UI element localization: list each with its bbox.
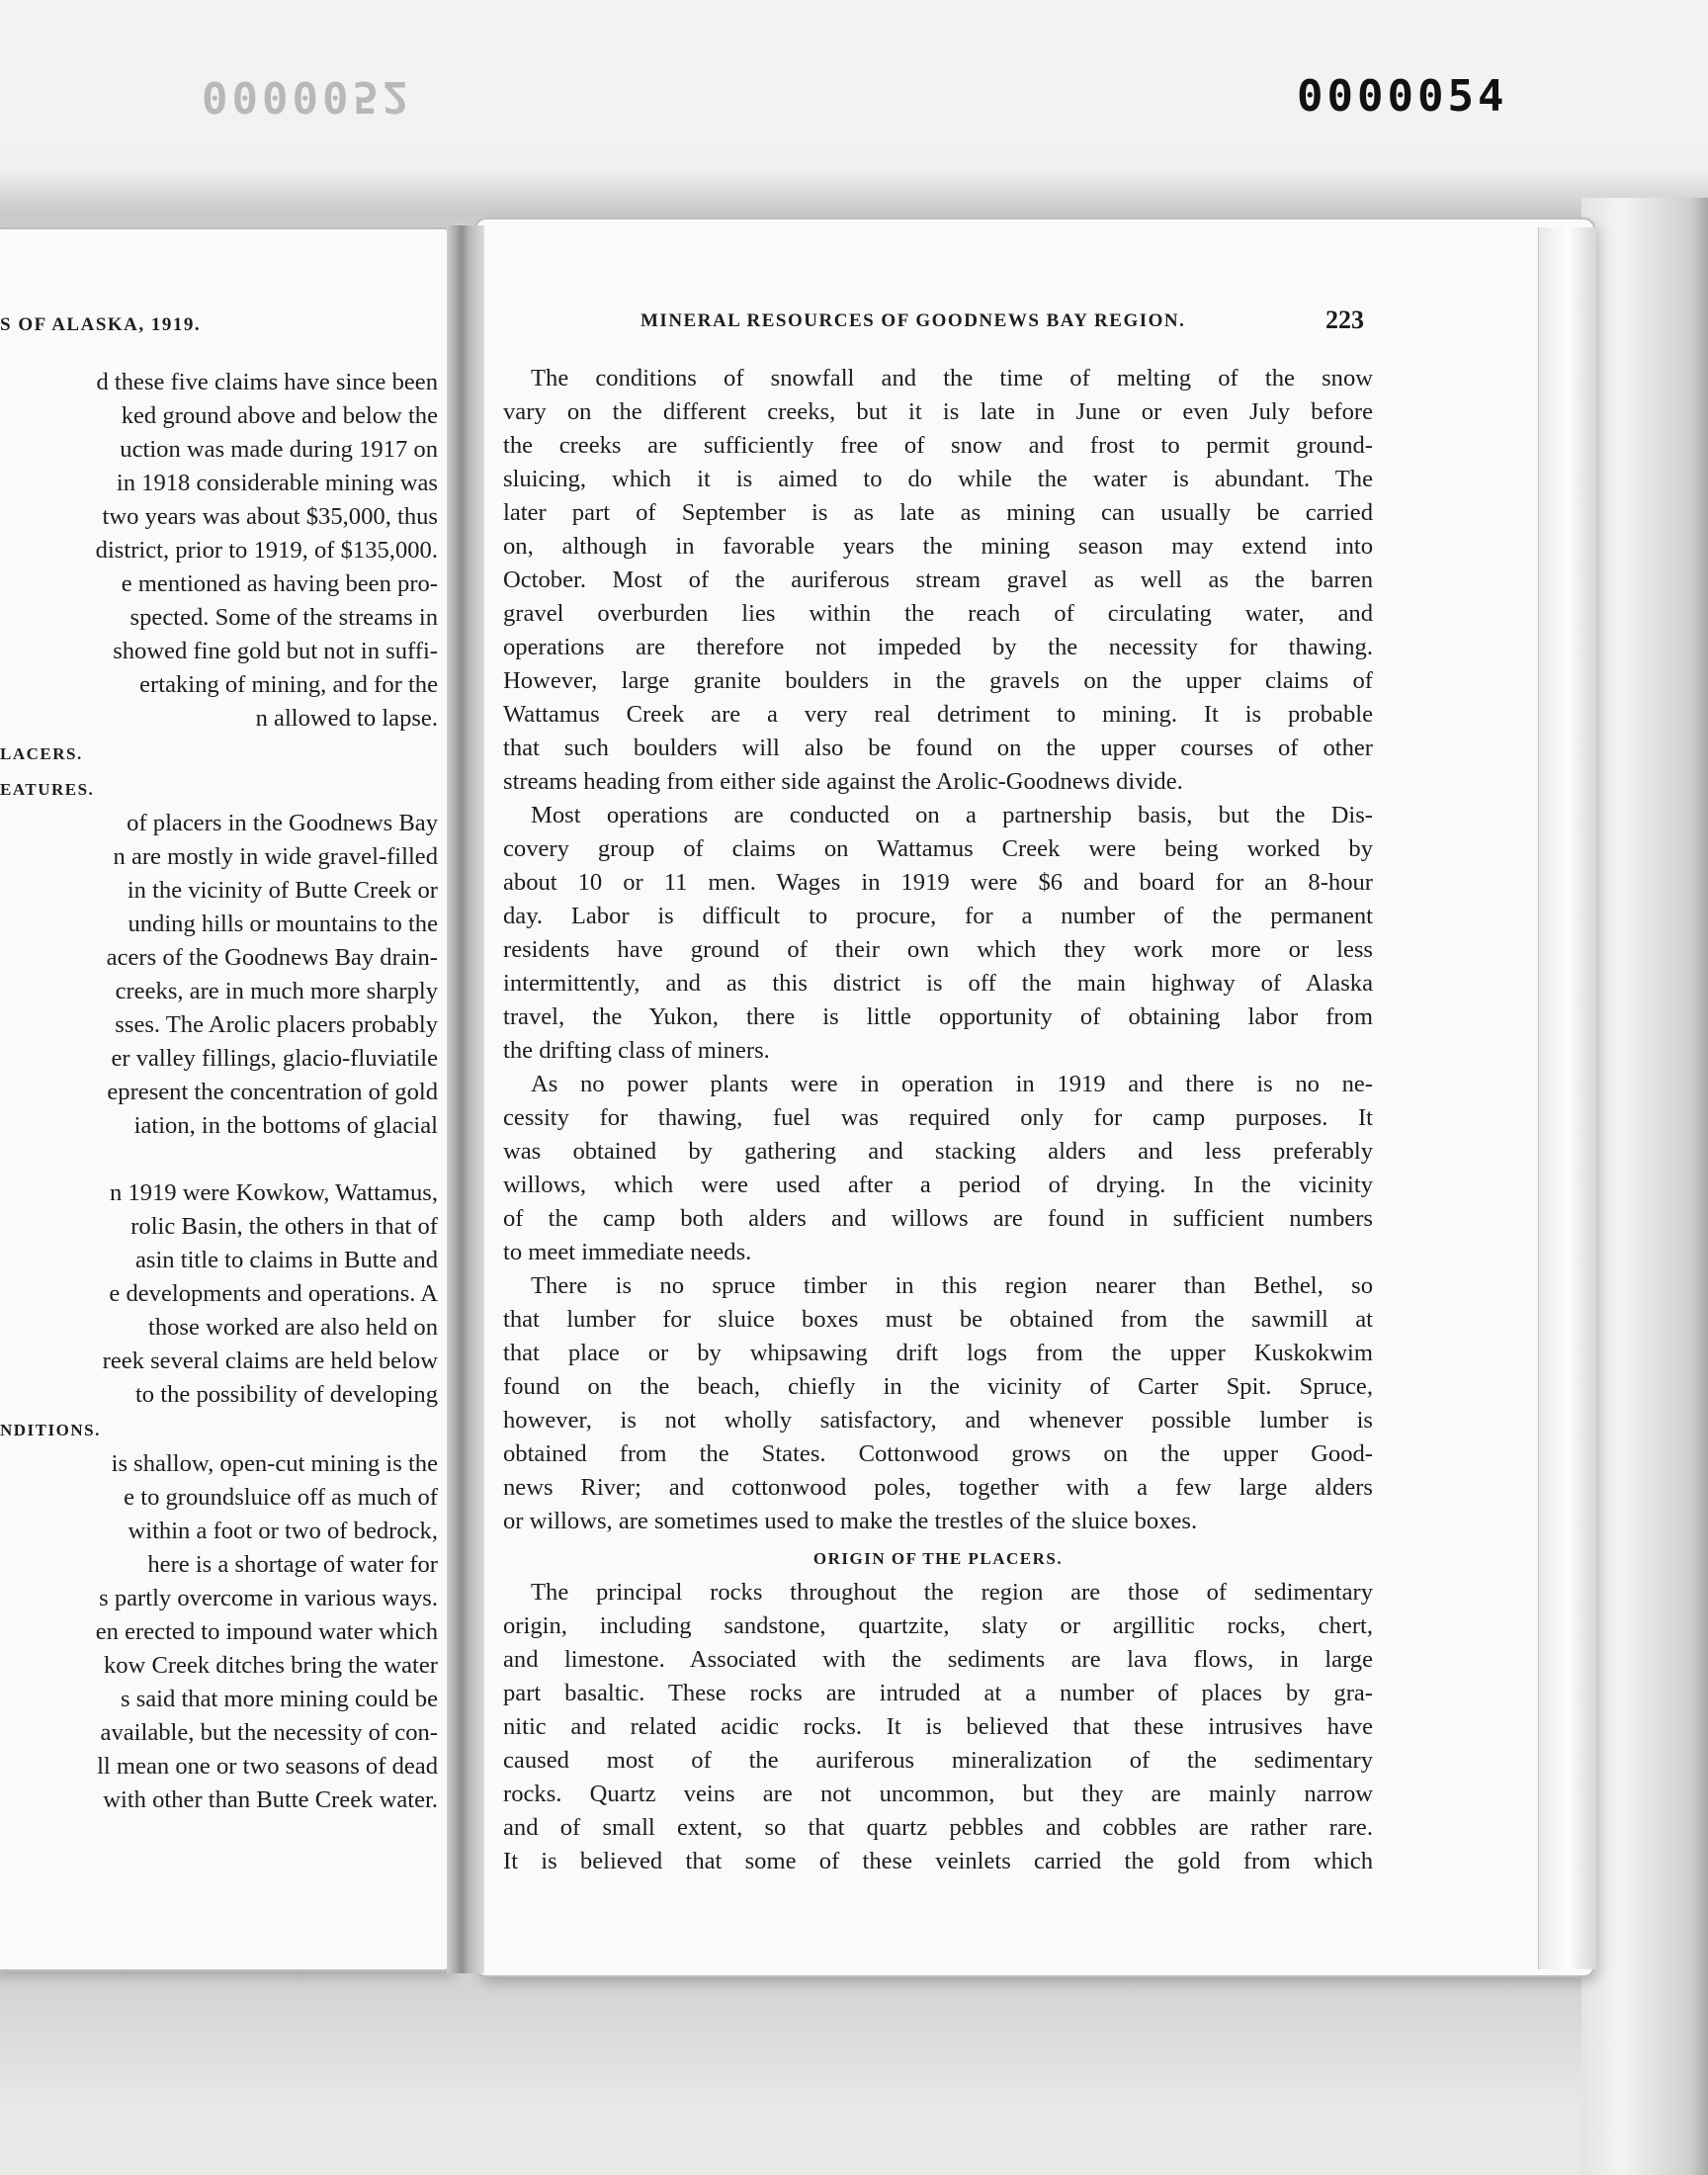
text-line: within a foot or two of bedrock, [128, 1518, 438, 1544]
text-line: streams heading from either side against the Arolic-Goodnews divide. [503, 768, 1183, 795]
text-line: to the possibility of developing [134, 1381, 438, 1408]
text-line: unding hills or mountains to the [128, 911, 438, 937]
text-line: the creeks are sufficiently free of snow and frost to permit ground- [503, 432, 1373, 459]
text-line: n allowed to lapse. [255, 705, 438, 732]
text-line: asin title to claims in Butte and [134, 1247, 438, 1273]
text-line: covery group of claims on Wattamus Creek were being worked by [503, 835, 1373, 862]
text-line: caused most of the auriferous mineralization of the sedimentary [503, 1747, 1373, 1774]
page-edge [1538, 227, 1596, 1969]
text-line: cessity for thawing, fuel was required only for camp purposes. It [503, 1104, 1373, 1131]
text-line: ll mean one or two seasons of dead [97, 1753, 438, 1780]
text-line: showed fine gold but not in suffi- [113, 638, 438, 664]
text-line: here is a shortage of water for [147, 1551, 438, 1578]
text-line: residents have ground of their own which they work more or less [503, 936, 1373, 963]
text-line: operations are therefore not impeded by the necessity for thawing. [503, 634, 1373, 660]
text-line: that place or by whipsawing drift logs from the upper Kuskokwim [503, 1340, 1373, 1366]
right-page-text [503, 362, 1373, 1878]
text-line: Most operations are conducted on a partnership basis, but the Dis- [531, 802, 1373, 828]
text-line: later part of September is as late as mining can usually be carried [503, 499, 1373, 526]
text-line: news River; and cottonwood poles, together with a few large alders [503, 1474, 1373, 1501]
text-line: origin, including sandstone, quartzite, slaty or argillitic rocks, chert, [503, 1612, 1373, 1639]
text-line: spected. Some of the streams in [129, 604, 438, 631]
text-line: e to groundsluice off as much of [124, 1484, 438, 1511]
text-line: s partly overcome in various ways. [99, 1585, 438, 1611]
section-heading: EATURES. [0, 780, 95, 799]
text-line: those worked are also held on [148, 1314, 438, 1341]
section-heading: ORIGIN OF THE PLACERS. [812, 1549, 1064, 1568]
text-line: two years was about $35,000, thus [102, 503, 438, 530]
text-line: district, prior to 1919, of $135,000. [95, 537, 438, 564]
text-line: There is no spruce timber in this region nearer than Bethel, so [531, 1272, 1373, 1299]
text-line: October. Most of the auriferous stream gravel as well as the barren [503, 566, 1373, 593]
text-line: As no power plants were in operation in 1919 and there is no ne- [531, 1071, 1373, 1097]
text-line: day. Labor is difficult to procure, for a number of the permanent [503, 903, 1373, 929]
text-line: rocks. Quartz veins are not uncommon, but they are mainly narrow [503, 1781, 1373, 1807]
text-line: e mentioned as having been pro- [121, 570, 438, 597]
text-line: Wattamus Creek are a very real detriment to mining. It is probable [503, 701, 1373, 728]
text-line: vary on the different creeks, but it is late in June or even July before [503, 398, 1373, 425]
left-running-head: S OF ALASKA, 1919. [0, 314, 202, 335]
right-running-head: MINERAL RESOURCES OF GOODNEWS BAY REGION. [640, 310, 1186, 331]
scan-shadow-right [1581, 198, 1708, 2175]
text-line: en erected to impound water which [95, 1618, 438, 1645]
text-line: However, large granite boulders in the gravels on the upper claims of [503, 667, 1373, 694]
section-heading: LACERS. [0, 744, 83, 763]
text-line: part basaltic. These rocks are intruded at a number of places by gra- [503, 1680, 1373, 1706]
bleed-through-stamp: 0000052 [202, 71, 413, 122]
text-line: e developments and operations. A [109, 1280, 438, 1307]
text-line: on, although in favorable years the mining season may extend into [503, 533, 1373, 560]
left-page-text [0, 366, 438, 1948]
text-line: however, is not wholly satisfactory, and whenever possible lumber is [503, 1407, 1373, 1434]
text-line: intermittently, and as this district is off the main highway of Alaska [503, 970, 1373, 997]
text-line: The conditions of snowfall and the time of melting of the snow [531, 365, 1373, 392]
text-line: It is believed that some of these veinlets carried the gold from which [503, 1848, 1373, 1874]
text-line: and limestone. Associated with the sediments are lava flows, in large [503, 1646, 1373, 1673]
text-line: epresent the concentration of gold [107, 1079, 438, 1105]
section-heading: NDITIONS. [0, 1421, 101, 1439]
text-line: with other than Butte Creek water. [103, 1786, 438, 1813]
text-line: ked ground above and below the [121, 402, 438, 429]
text-line: willows, which were used after a period of drying. In the vicinity [503, 1172, 1373, 1198]
text-line: or willows, are sometimes used to make the trestles of the sluice boxes. [503, 1508, 1198, 1534]
text-line: travel, the Yukon, there is little opportunity of obtaining labor from [503, 1003, 1373, 1030]
text-line: n are mostly in wide gravel-filled [113, 843, 438, 870]
text-line: creeks, are in much more sharply [115, 978, 438, 1004]
text-line: ertaking of mining, and for the [139, 671, 438, 698]
text-line: that lumber for sluice boxes must be obtained from the sawmill at [503, 1306, 1373, 1333]
book-gutter [447, 225, 484, 1973]
text-line: s said that more mining could be [120, 1686, 438, 1712]
text-line: reek several claims are held below [102, 1348, 438, 1374]
page-number: 223 [1325, 305, 1364, 334]
text-line: rolic Basin, the others in that of [130, 1213, 438, 1240]
text-line: that such boulders will also be found on the upper courses of other [503, 735, 1373, 761]
text-line: acers of the Goodnews Bay drain- [106, 944, 438, 971]
text-line: to meet immediate needs. [503, 1239, 752, 1265]
text-line: iation, in the bottoms of glacial [133, 1112, 438, 1139]
text-line: available, but the necessity of con- [100, 1719, 438, 1746]
text-line: kow Creek ditches bring the water [103, 1652, 438, 1679]
blank-line [0, 1143, 438, 1176]
text-line: nitic and related acidic rocks. It is believed that these intrusives have [503, 1713, 1373, 1740]
text-line: is shallow, open-cut mining is the [111, 1450, 438, 1477]
text-line: gravel overburden lies within the reach of circulating water, and [503, 600, 1373, 627]
text-line: and of small extent, so that quartz pebbles and cobbles are rather rare. [503, 1814, 1373, 1841]
text-line: in 1918 considerable mining was [116, 470, 438, 496]
text-line: The principal rocks throughout the region are those of sedimentary [531, 1579, 1373, 1606]
text-line: n 1919 were Kowkow, Wattamus, [109, 1179, 438, 1206]
text-line: obtained from the States. Cottonwood grows on the upper Good- [503, 1440, 1373, 1467]
text-line: in the vicinity of Butte Creek or [127, 877, 438, 904]
text-line: sses. The Arolic placers probably [115, 1011, 438, 1038]
text-line: uction was made during 1917 on [120, 436, 438, 463]
text-line: of placers in the Goodnews Bay [127, 810, 438, 836]
text-line: er valley fillings, glacio-fluviatile [111, 1045, 438, 1072]
text-line: the drifting class of miners. [503, 1037, 770, 1064]
text-line: found on the beach, chiefly in the vicinity of Carter Spit. Spruce, [503, 1373, 1373, 1400]
text-line: d these five claims have since been [96, 369, 438, 395]
text-line: of the camp both alders and willows are found in sufficient numbers [503, 1205, 1373, 1232]
page-stamp-number: 0000054 [1297, 71, 1508, 122]
text-line: about 10 or 11 men. Wages in 1919 were $6 and board for an 8-hour [503, 869, 1373, 896]
text-line: sluicing, which it is aimed to do while the water is abundant. The [503, 466, 1373, 492]
text-line: was obtained by gathering and stacking alders and less preferably [503, 1138, 1373, 1165]
